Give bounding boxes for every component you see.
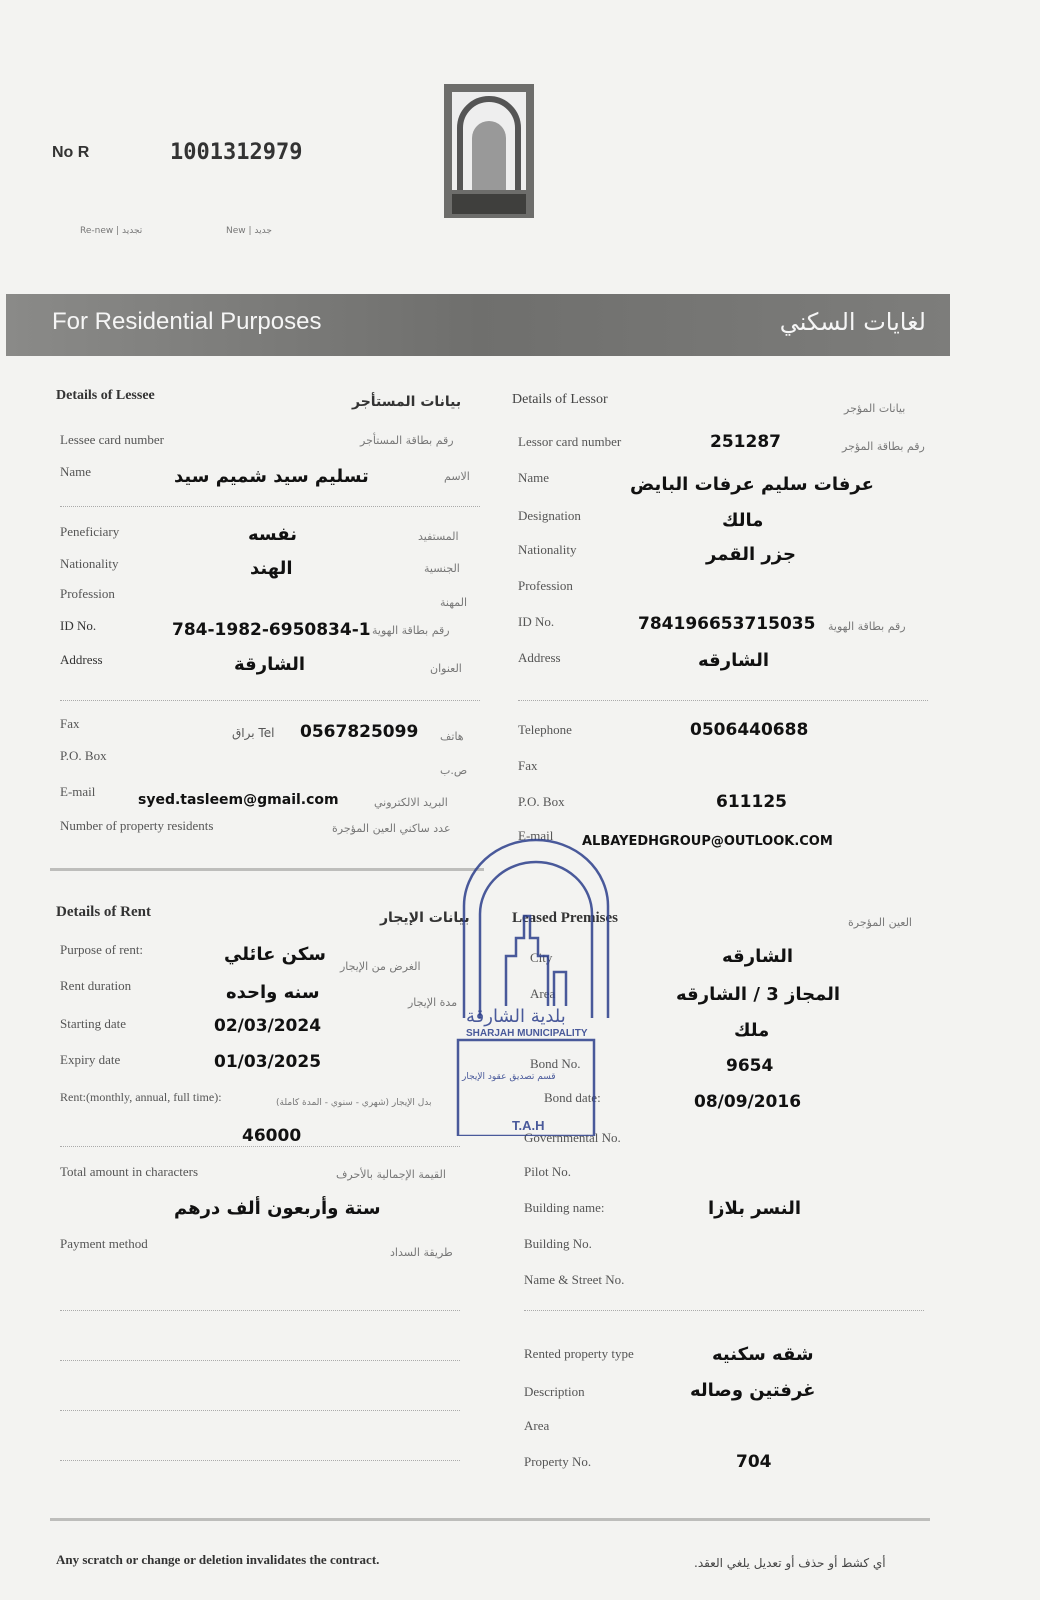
stamp-code: T.A.H <box>512 1118 545 1133</box>
lessee-address-line <box>60 700 480 701</box>
new-label: New | جديد <box>226 226 272 236</box>
premises-prop-no-label: Property No. <box>524 1454 592 1469</box>
rent-amount-label-ar: بدل الإيجار (شهري - سنوي - المدة كاملة) <box>276 1098 432 1108</box>
premises-bond-type-value: ملك <box>734 1020 770 1041</box>
lessee-residents-label: Number of property residents <box>60 818 214 833</box>
rent-chars-label-ar: القيمة الإجمالية بالأحرف <box>336 1168 446 1181</box>
lessor-address-label: Address <box>518 650 561 665</box>
lessee-card-label-ar: رقم بطاقة المستأجر <box>360 434 454 447</box>
premises-type-label: Rented property type <box>524 1346 634 1361</box>
premises-area-label: Area <box>530 986 556 1001</box>
premises-bond-date-value: 08/09/2016 <box>694 1092 802 1112</box>
banner-title-en: For Residential Purposes <box>52 308 322 335</box>
premises-prop-no-value: 704 <box>736 1452 772 1472</box>
lessee-id-value: 784-1982-6950834-1 <box>172 620 371 640</box>
lessor-telephone-label: Telephone <box>518 722 572 737</box>
rent-amount-label: Rent:(monthly, annual, full time): <box>60 1090 222 1104</box>
premises-area2-label: Area <box>524 1418 550 1433</box>
lessor-id-value: 784196653715035 <box>638 614 816 634</box>
premises-desc-value: غرفتين وصاله <box>690 1380 816 1401</box>
lessee-beneficiary-label: Peneficiary <box>60 524 120 539</box>
lessee-name-label-ar: الاسم <box>444 470 470 483</box>
rent-chars-value: ستة وأربعون ألف درهم <box>174 1198 381 1219</box>
payment-line-1 <box>60 1310 460 1311</box>
payment-line-3 <box>60 1410 460 1411</box>
rent-purpose-label-ar: الغرض من الإيجار <box>340 960 421 973</box>
premises-street-label: Name & Street No. <box>524 1272 625 1287</box>
premises-city-value: الشارقه <box>722 946 794 967</box>
footer-note-ar: أي كشط أو حذف أو تعديل يلغي العقد. <box>694 1556 886 1570</box>
lessee-email-value: syed.tasleem@gmail.com <box>138 792 339 808</box>
lessee-fax-label: Fax <box>60 716 80 731</box>
lessor-card-value: 251287 <box>710 432 781 452</box>
lessee-name-line <box>60 506 480 507</box>
lessee-address-label-ar: العنوان <box>430 662 462 675</box>
lessee-email-label-ar: البريد الالكتروني <box>374 796 448 809</box>
lessee-residents-label-ar: عدد ساكني العين المؤجرة <box>332 822 451 835</box>
rent-section-title: Details of Rent <box>56 904 151 920</box>
renew-label: Re-new | تجديد <box>80 226 143 236</box>
rent-amount-line <box>60 1146 460 1147</box>
lessee-tel-label: براق Tel <box>232 726 275 740</box>
lessor-email-value: ALBAYEDHGROUP@OUTLOOK.COM <box>582 834 833 849</box>
lessee-address-label: Address <box>60 652 103 667</box>
premises-bond-no-value: 9654 <box>726 1056 774 1076</box>
lessor-telephone-value: 0506440688 <box>690 720 809 740</box>
premises-area-value: المجاز 3 / الشارقه <box>676 984 841 1005</box>
lessor-designation-label: Designation <box>518 508 581 523</box>
footer-note-en: Any scratch or change or deletion invalidates the contract. <box>56 1552 380 1567</box>
street-line <box>524 1310 924 1311</box>
lessor-pobox-label: P.O. Box <box>518 794 565 809</box>
footer-divider <box>50 1518 930 1521</box>
lessee-profession-label-ar: المهنة <box>440 596 468 609</box>
rent-amount-value: 46000 <box>242 1126 302 1146</box>
premises-govt-label: Governmental No. <box>524 1130 621 1145</box>
lessor-pobox-value: 611125 <box>716 792 787 812</box>
lessor-designation-value: مالك <box>722 510 764 531</box>
divider-left <box>50 868 484 871</box>
rent-duration-value: سنه واحده <box>226 982 320 1003</box>
rent-duration-label-ar: مدة الإيجار <box>408 996 458 1009</box>
lessee-email-label: E-mail <box>60 784 96 799</box>
lessee-card-label: Lessee card number <box>60 432 164 447</box>
lessee-profession-label: Profession <box>60 586 115 601</box>
lessee-id-label: ID No. <box>60 618 97 633</box>
lessor-fax-label: Fax <box>518 758 538 773</box>
municipality-stamp <box>456 836 616 1136</box>
premises-building-no-label: Building No. <box>524 1236 592 1251</box>
rent-expiry-value: 01/03/2025 <box>214 1052 322 1072</box>
stamp-dept: قسم تصديق عقود الإيجار <box>462 1072 556 1082</box>
premises-section-title-ar: العين المؤجرة <box>848 916 912 929</box>
lessee-pobox-label-ar: ص.ب <box>440 764 468 777</box>
lessor-section-title-ar: بيانات المؤجر <box>844 402 906 415</box>
sharjah-municipality-logo <box>442 82 536 220</box>
rent-purpose-label: Purpose of rent: <box>60 942 144 957</box>
rent-purpose-value: سكن عائلي <box>224 944 327 965</box>
purpose-banner <box>6 294 950 356</box>
lessor-section-title: Details of Lessor <box>512 392 608 407</box>
rent-chars-label: Total amount in characters <box>60 1164 199 1179</box>
premises-desc-label: Description <box>524 1384 585 1399</box>
stamp-text-en: SHARJAH MUNICIPALITY <box>466 1028 588 1039</box>
lessor-profession-label: Profession <box>518 578 573 593</box>
rent-duration-label: Rent duration <box>60 978 132 993</box>
premises-type-value: شقه سكنيه <box>712 1344 814 1365</box>
payment-line-4 <box>60 1460 460 1461</box>
lessor-nationality-label: Nationality <box>518 542 577 557</box>
premises-section-title: Leased Premises <box>512 910 618 926</box>
lessee-tel-value: 0567825099 <box>300 722 419 742</box>
payment-line-2 <box>60 1360 460 1361</box>
lessor-name-value: عرفات سليم عرفات البايض <box>630 474 874 495</box>
stamp-text-ar: بلدية الشارقة <box>466 1006 566 1027</box>
lessor-id-label-ar: رقم بطاقة الهوية <box>828 620 906 633</box>
lessor-card-label-ar: رقم بطاقة المؤجر <box>842 440 925 453</box>
lessee-beneficiary-label-ar: المستفيد <box>418 530 459 543</box>
lessee-nationality-label-ar: الجنسية <box>424 562 460 575</box>
rent-start-label: Starting date <box>60 1016 127 1031</box>
lessee-beneficiary-value: نفسه <box>248 524 297 545</box>
lessor-email-label: E-mail <box>518 828 554 843</box>
lessor-id-label: ID No. <box>518 614 555 629</box>
rent-section-title-ar: بيانات الإيجار <box>380 910 470 926</box>
premises-bond-date-label: Bond date: <box>544 1090 601 1105</box>
lessee-pobox-label: P.O. Box <box>60 748 107 763</box>
lessee-nationality-value: الهند <box>250 558 293 579</box>
premises-bond-no-label: Bond No. <box>530 1056 581 1071</box>
lessee-name-label: Name <box>60 464 92 479</box>
lessee-section-title: Details of Lessee <box>56 388 155 403</box>
rent-payment-label: Payment method <box>60 1236 148 1251</box>
lessor-nationality-value: جزر القمر <box>706 544 796 565</box>
lessor-name-label: Name <box>518 470 550 485</box>
premises-building-name-label: Building name: <box>524 1200 605 1215</box>
lessee-address-value: الشارقة <box>234 654 306 675</box>
contract-number: 1001312979 <box>170 140 303 165</box>
contract-no-label: No R <box>52 144 90 161</box>
lessee-tel-label-ar: هاتف <box>440 730 464 743</box>
premises-building-name-value: النسر بلازا <box>708 1198 802 1219</box>
lessee-nationality-label: Nationality <box>60 556 119 571</box>
rent-payment-label-ar: طريقة السداد <box>390 1246 453 1259</box>
lessee-section-title-ar: بيانات المستأجر <box>352 394 462 410</box>
lessee-name-value: تسليم سيد شميم سيد <box>174 466 369 487</box>
lessor-address-line <box>518 700 928 701</box>
lessor-card-label: Lessor card number <box>518 434 622 449</box>
premises-plot-label: Pilot No. <box>524 1164 571 1179</box>
lessee-id-label-ar: رقم بطاقة الهوية <box>372 624 450 637</box>
lessor-address-value: الشارقه <box>698 650 770 671</box>
premises-city-label: City <box>530 950 553 965</box>
banner-title-ar: لغايات السكني <box>779 308 926 336</box>
rent-start-value: 02/03/2024 <box>214 1016 322 1036</box>
rent-expiry-label: Expiry date <box>60 1052 121 1067</box>
